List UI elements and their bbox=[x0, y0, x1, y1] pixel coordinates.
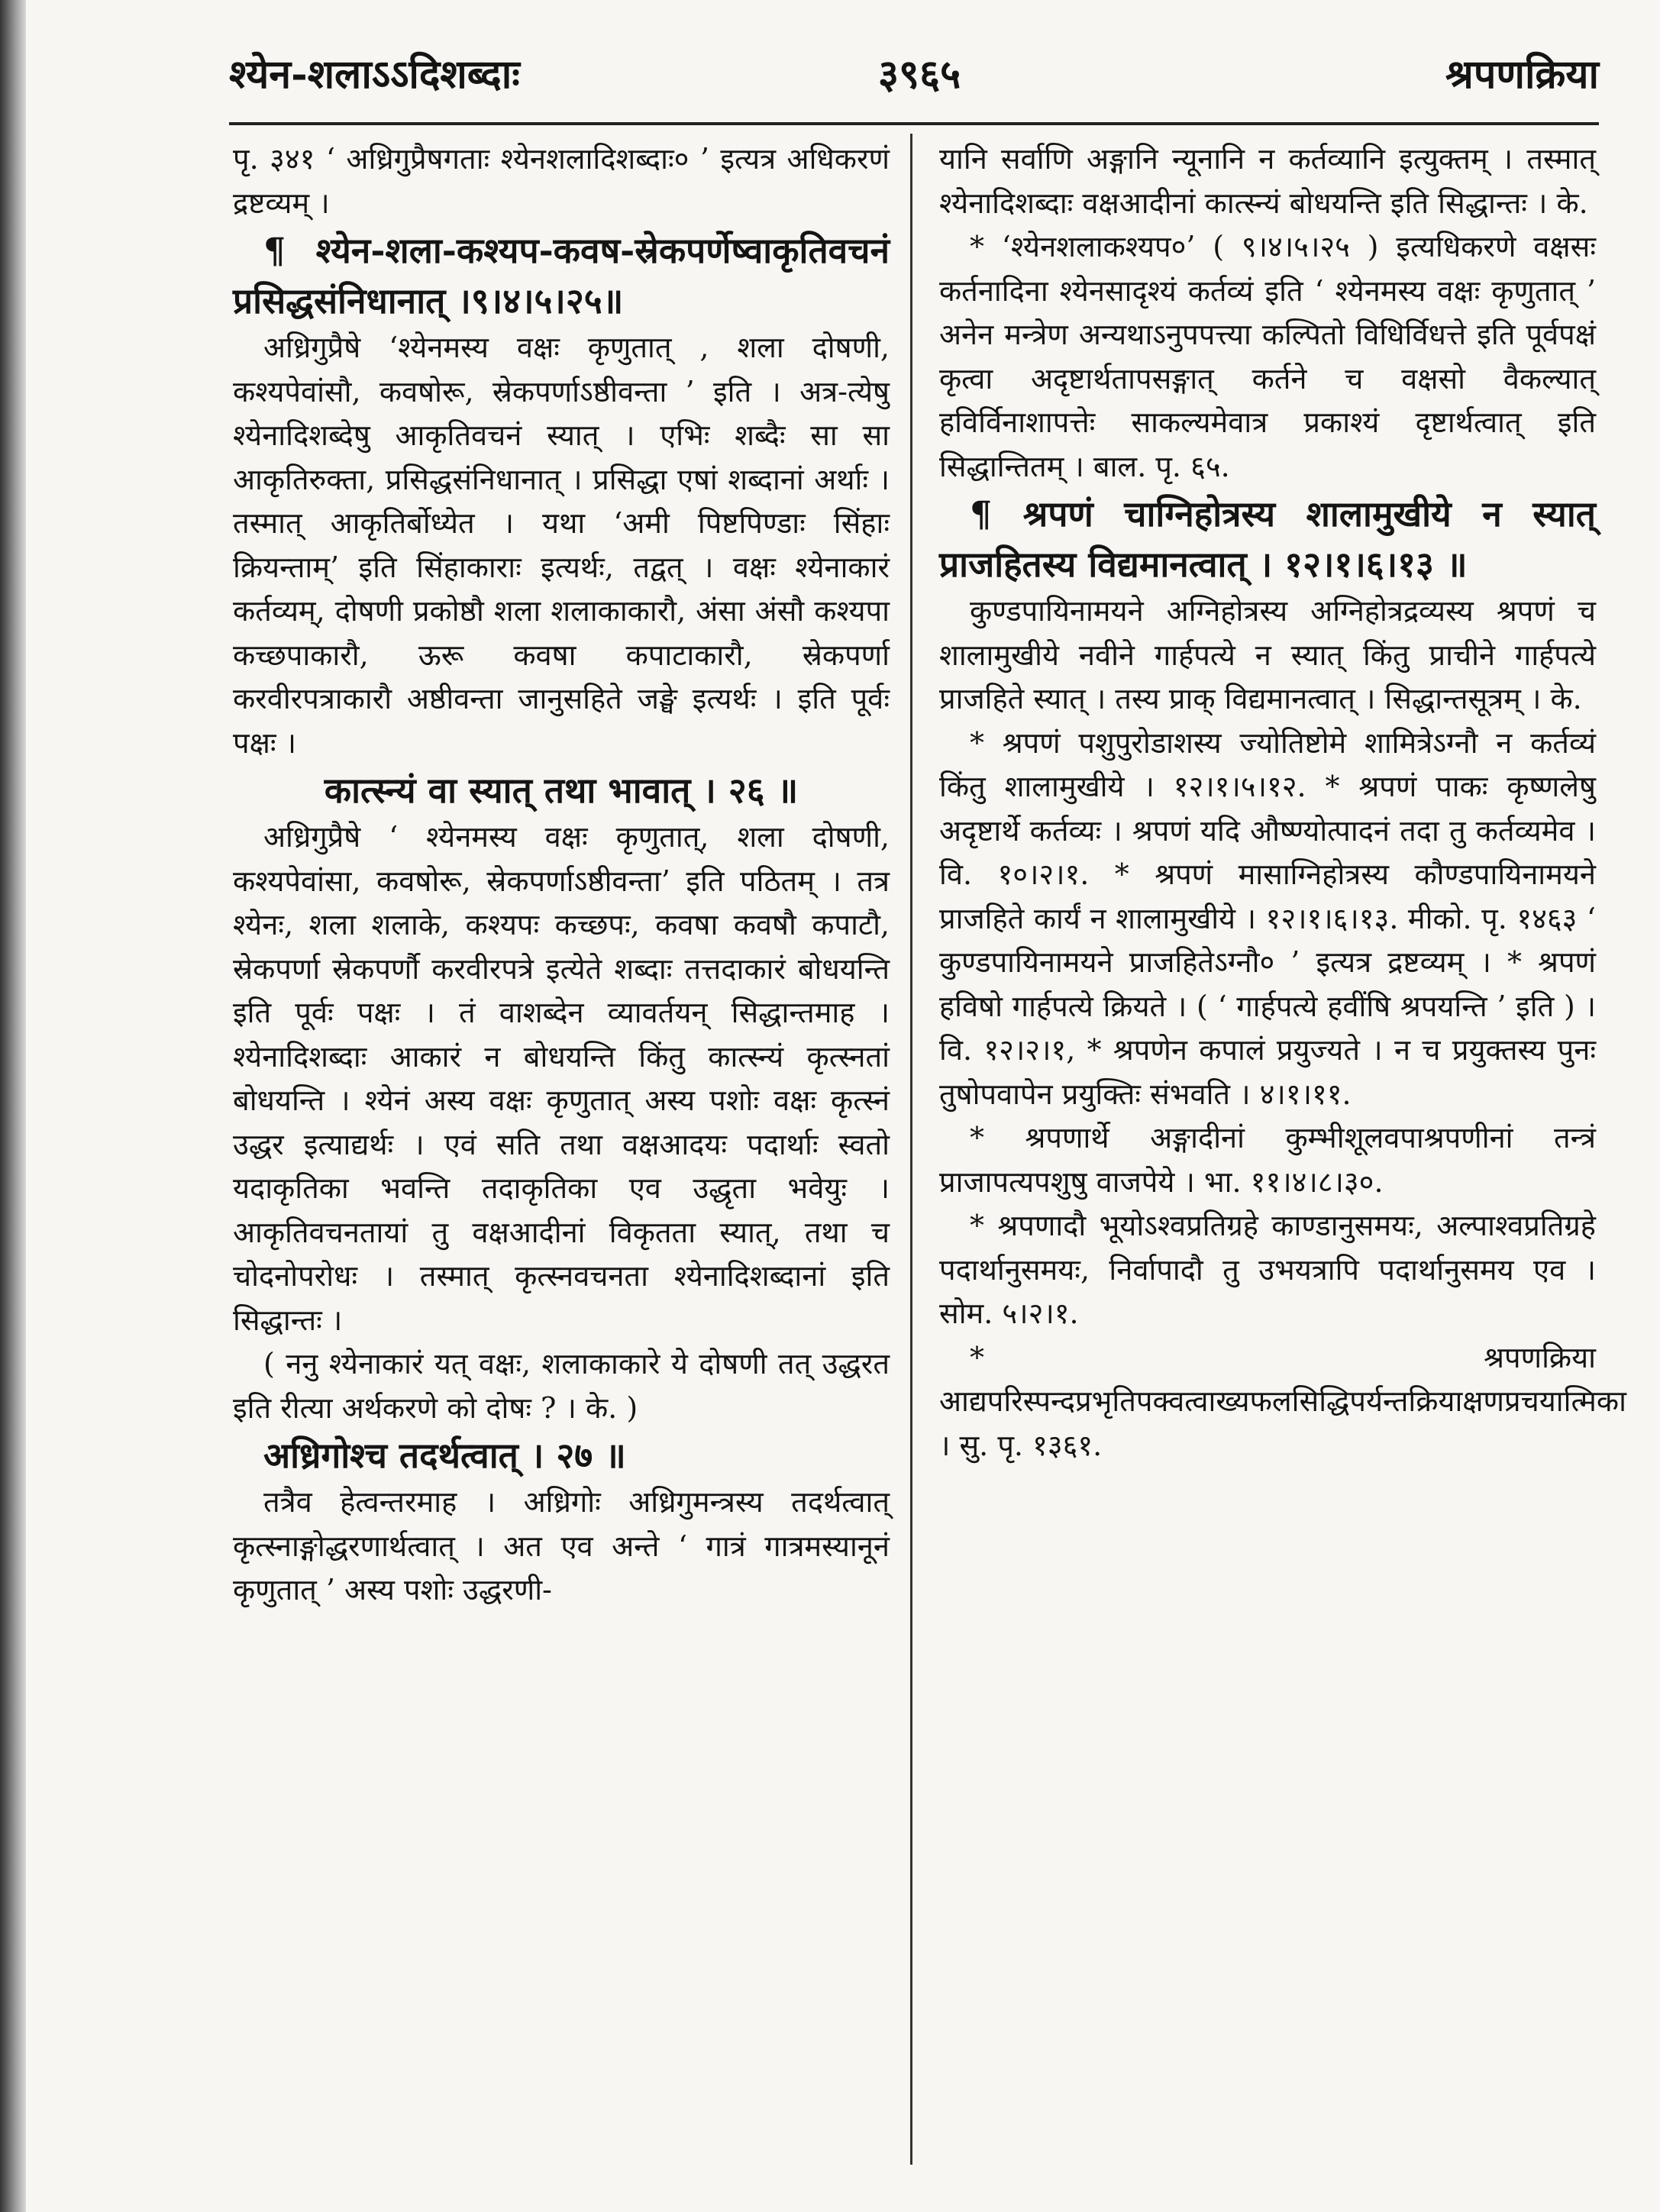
reference-paragraph: * श्रपणार्थे अङ्गादीनां कुम्भीशूलवपाश्रपणीनां तन्त्रं प्राजापत्यपशुषु वाजपेये । भा. ११।४।८।३०. bbox=[939, 1121, 1596, 1199]
commentary-paragraph: कुण्डपायिनामयने अग्निहोत्रस्य अग्निहोत्रद्रव्यस्य श्रपणं च शालामुखीये नवीने गार्हपत्ये न स्यात् किंतु प्राचीने गार्हपत्ये प्राजहिते स्यात् । तस्य प्राक् विद्यमानत्वात् । सिद्धान्तसूत्रम् । के. bbox=[939, 594, 1596, 715]
page-number: ३९६५ bbox=[878, 51, 961, 98]
commentary-paragraph: अध्रिगुप्रैषे ‘श्येनमस्य वक्षः कृणुतात् , शला दोषणी, कश्यपेवांसौ, कवषोरू, स्रेकपर्णाऽष्ठीवन्ता ’ इति । अत्र-त्येषु श्येनादिशब्देषु आकृतिवचनं स्यात् । एभिः शब्दैः सा सा आकृतिरुक्ता, प्रसिद्धसंनिधानात् । प्रसिद्धा एषां शब्दानां अर्थाः । तस्मात् आकृतिर्बोध्येत । यथा ‘अमी पिष्टपिण्डाः सिंहाः क्रियन्ताम्’ इति सिंहाकाराः इत्यर्थः, तद्वत् । वक्षः श्येनाकारं कर्तव्यम्, दोषणी प्रकोष्ठौ शला शलाकाकारौ, अंसा अंसौ कश्यपा कच्छपाकारौ, ऊरू कवषा कपाटाकारौ, स्रेकपर्णा करवीरपत्राकारौ अष्ठीवन्ता जानुसहिते जङ्घे इत्यर्थः । इति पूर्वः पक्षः । bbox=[233, 331, 890, 760]
header-rule bbox=[229, 122, 1599, 125]
running-head-right: श्रपणक्रिया bbox=[1445, 51, 1599, 98]
book-binding-edge bbox=[0, 0, 26, 2212]
page-header bbox=[229, 46, 1599, 115]
column-divider bbox=[910, 134, 912, 2165]
reference-paragraph: * श्रपणक्रिया आद्यपरिस्पन्दप्रभृतिपक्वत्वाख्यफलसिद्धिपर्यन्तक्रियाक्षणप्रचयात्मिका । सु. पृ. १३६१. bbox=[939, 1340, 1626, 1462]
sutra-heading: कात्स्न्यं वा स्यात् तथा भावात् । २६ ॥ bbox=[324, 770, 799, 811]
cross-reference: पृ. ३४१ ‘ अध्रिगुप्रैषगताः श्येनशलादिशब्दाः० ’ इत्यत्र अधिकरणं द्रष्टव्यम् । bbox=[233, 142, 890, 220]
sutra-heading: ¶ श्येन-शला-कश्यप-कवष-स्रेकपर्णेष्वाकृतिवचनं प्रसिद्धसंनिधानात् ।९।४।५।२५॥ bbox=[233, 230, 890, 321]
reference-paragraph: * श्रपणं पशुपुरोडाशस्य ज्योतिष्टोमे शामित्रेऽग्नौ न कर्तव्यं किंतु शालामुखीये । १२।१।५।१२. * श्रपणं पाकः कृष्णलेषु अदृष्टार्थे कर्तव्यः । श्रपणं यदि औष्ण्योत्पादनं तदा तु कर्तव्यमेव । वि. १०।२।१. * श्रपणं मासाग्निहोत्रस्य कौण्डपायिनामयने प्राजहिते कार्यं न शालामुखीये । १२।१।६।१३. मीको. पृ. १४६३ ‘ कुण्डपायिनामयने प्राजहितेऽग्नौ० ’ इत्यत्र द्रष्टव्यम् । * श्रपणं हविषो गार्हपत्ये क्रियते । ( ‘ गार्हपत्ये हवींषि श्रपयन्ति ’ इति ) । वि. १२।२।१, * श्रपणेन कपालं प्रयुज्यते । न च प्रयुक्तस्य पुनः तुषोपवापेन प्रयुक्तिः संभवति । ४।१।११. bbox=[939, 725, 1596, 1111]
commentary-continuation: यानि सर्वाणि अङ्गानि न्यूनानि न कर्तव्यानि इत्युक्तम् । तस्मात् श्येनादिशब्दाः वक्षआदीनां कात्स्न्यं बोधयन्ति इति सिद्धान्तः । के. bbox=[939, 142, 1596, 220]
right-column bbox=[939, 137, 1626, 1468]
sutra-heading: अध्रिगोश्च तदर्थत्वात् । २७ ॥ bbox=[263, 1435, 626, 1476]
reference-paragraph: * श्रपणादौ भूयोऽश्वप्रतिग्रहे काण्डानुसमयः, अल्पाश्वप्रतिग्रहे पदार्थानुसमयः, निर्वापादौ तु उभयत्रापि पदार्थानुसमय एव । सोम. ५।२।१. bbox=[939, 1209, 1596, 1330]
commentary-paragraph: अध्रिगुप्रैषे ‘ श्येनमस्य वक्षः कृणुतात्, शला दोषणी, कश्यपेवांसा, कवषोरू, स्रेकपर्णाऽष्ठीवन्ता’ इति पठितम् । तत्र श्येनः, शला शलाके, कश्यपः कच्छपः, कवषा कवषौ कपाटौ, स्रेकपर्णा स्रेकपर्णौ करवीरपत्रे इत्येते शब्दाः तत्तदाकारं बोधयन्ति इति पूर्वः पक्षः । तं वाशब्देन व्यावर्तयन् सिद्धान्तमाह । श्येनादिशब्दाः आकारं न बोधयन्ति किंतु कात्स्न्यं कृत्स्नतां बोधयन्ति । श्येनं अस्य वक्षः कृणुतात् अस्य पशोः वक्षः कृत्स्नं उद्धर इत्याद्यर्थः । एवं सति तथा वक्षआदयः पदार्थाः स्वतो यदाकृतिका भवन्ति तदाकृतिका एव उद्धृता भवेयुः । आकृतिवचनतायां तु वक्षआदीनां विकृतता स्यात्, तथा च चोदनोपरोधः । तस्मात् कृत्स्नवचनता श्येनादिशब्दानां इति सिद्धान्तः । bbox=[233, 820, 890, 1337]
left-column bbox=[233, 137, 890, 1613]
note-paragraph: ( ननु श्येनाकारं यत् वक्षः, शलाकाकारे ये दोषणी तत् उद्धरत इति रीत्या अर्थकरणे को दोषः ? । के. ) bbox=[233, 1347, 890, 1425]
sutra-heading: ¶ श्रपणं चाग्निहोत्रस्य शालामुखीये न स्यात् प्राजहितस्य विद्यमानत्वात् । १२।१।६।१३ ॥ bbox=[939, 493, 1596, 585]
reference-paragraph: * ‘श्येनशलाकश्यप०’ ( ९।४।५।२५ ) इत्यधिकरणे वक्षसः कर्तनादिना श्येनसादृश्यं कर्तव्यं इति ‘ श्येनमस्य वक्षः कृणुतात् ’ अनेन मन्त्रेण अन्यथाऽनुपपत्त्या कल्पितो विधिर्विधत्ते इति पूर्वपक्षं कृत्वा अदृष्टार्थतापसङ्गात् कर्तने च वक्षसो वैकल्यात् हविर्विनाशापत्तेः साकल्यमेवात्र प्रकाश्यं दृष्टार्थत्वात् इति सिद्धान्तितम् । बाल. पृ. ६५. bbox=[939, 230, 1596, 483]
commentary-paragraph: तत्रैव हेत्वन्तरमाह । अध्रिगोः अध्रिगुमन्त्रस्य तदर्थत्वात् कृत्स्नाङ्गोद्धरणार्थत्वात् । अत एव अन्ते ‘ गात्रं गात्रमस्यानूनं कृणुतात् ’ अस्य पशोः उद्धरणी- bbox=[233, 1485, 890, 1607]
running-head-left: श्येन-शलाऽऽदिशब्दाः bbox=[229, 51, 520, 98]
